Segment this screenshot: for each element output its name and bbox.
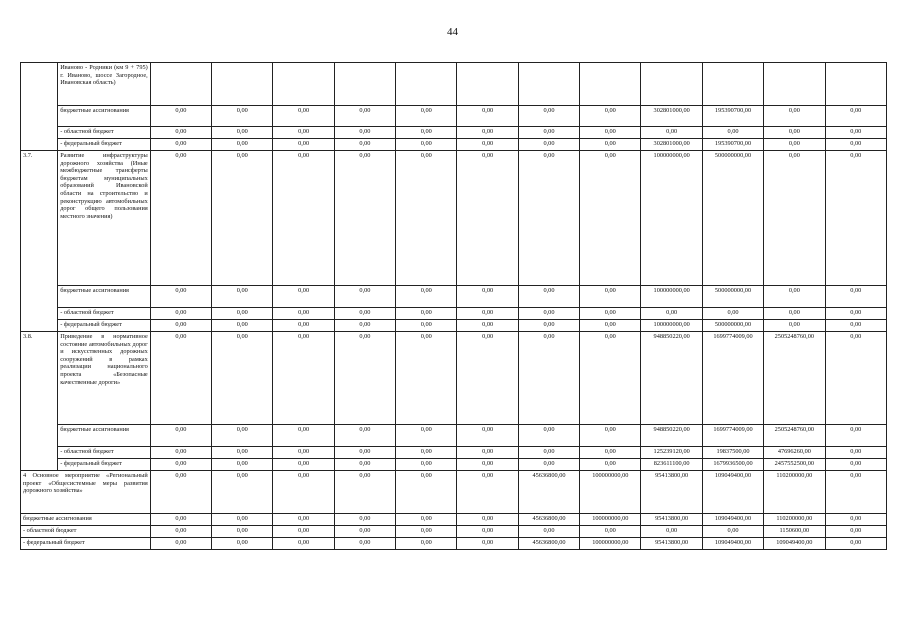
value-cell: 0,00: [457, 320, 518, 332]
value-cell: 0,00: [273, 538, 334, 550]
value-cell: 0,00: [212, 459, 273, 471]
row-label: Приведение в нормативное состояние автомобильных дорог и искусственных дорожных сооружений в рамках реализации национального проекта «Безопасные качественные дороги»: [58, 332, 151, 425]
value-cell: [825, 63, 886, 106]
value-cell: 0,00: [580, 459, 641, 471]
value-cell: 0,00: [212, 471, 273, 514]
value-cell: 0,00: [396, 151, 457, 286]
value-cell: [273, 63, 334, 106]
value-cell: 0,00: [825, 286, 886, 308]
row-label: - федеральный бюджет: [58, 459, 151, 471]
value-cell: 0,00: [150, 139, 211, 151]
value-cell: 0,00: [518, 425, 579, 447]
value-cell: 0,00: [457, 514, 518, 526]
value-cell: 0,00: [273, 286, 334, 308]
value-cell: 0,00: [396, 459, 457, 471]
value-cell: 0,00: [212, 139, 273, 151]
value-cell: 0,00: [273, 127, 334, 139]
value-cell: 0,00: [580, 139, 641, 151]
value-cell: 0,00: [273, 514, 334, 526]
value-cell: 0,00: [518, 320, 579, 332]
value-cell: 0,00: [150, 459, 211, 471]
value-cell: 0,00: [518, 459, 579, 471]
value-cell: 0,00: [580, 447, 641, 459]
page-number: 44: [447, 26, 458, 38]
value-cell: 0,00: [580, 106, 641, 127]
value-cell: 45636800,00: [518, 538, 579, 550]
value-cell: [580, 63, 641, 106]
value-cell: 0,00: [212, 425, 273, 447]
value-cell: 0,00: [396, 526, 457, 538]
value-cell: [702, 63, 763, 106]
value-cell: 0,00: [518, 151, 579, 286]
value-cell: 0,00: [396, 538, 457, 550]
value-cell: 0,00: [273, 425, 334, 447]
value-cell: 0,00: [334, 106, 395, 127]
value-cell: 0,00: [396, 308, 457, 320]
value-cell: 0,00: [212, 447, 273, 459]
value-cell: 0,00: [396, 106, 457, 127]
value-cell: 45636800,00: [518, 471, 579, 514]
value-cell: 0,00: [334, 471, 395, 514]
value-cell: [334, 63, 395, 106]
table-row: [21, 526, 887, 538]
value-cell: 0,00: [580, 332, 641, 425]
row-label: - областной бюджет: [58, 127, 151, 139]
value-cell: 1679936500,00: [702, 459, 763, 471]
value-cell: 0,00: [457, 127, 518, 139]
value-cell: 0,00: [702, 526, 763, 538]
value-cell: 0,00: [396, 471, 457, 514]
value-cell: 0,00: [273, 151, 334, 286]
row-label: Иваново - Родники (км 9 + 795) г. Иваново, шоссе Загородное, Ивановская область): [58, 63, 151, 106]
value-cell: 0,00: [150, 308, 211, 320]
value-cell: [641, 63, 702, 106]
value-cell: 0,00: [825, 106, 886, 127]
value-cell: 0,00: [825, 151, 886, 286]
value-cell: 0,00: [580, 308, 641, 320]
value-cell: 0,00: [518, 286, 579, 308]
value-cell: [457, 63, 518, 106]
value-cell: 2505248760,00: [764, 425, 825, 447]
table-row: [21, 447, 887, 459]
value-cell: 0,00: [150, 286, 211, 308]
value-cell: 0,00: [334, 425, 395, 447]
value-cell: 0,00: [334, 538, 395, 550]
table-row: [21, 538, 887, 550]
value-cell: [212, 63, 273, 106]
value-cell: 0,00: [150, 526, 211, 538]
value-cell: 0,00: [150, 425, 211, 447]
value-cell: 0,00: [580, 127, 641, 139]
row-label: бюджетные ассигнования: [58, 106, 151, 127]
value-cell: 0,00: [580, 425, 641, 447]
value-cell: 0,00: [825, 514, 886, 526]
value-cell: 0,00: [273, 106, 334, 127]
row-label: - областной бюджет: [58, 447, 151, 459]
value-cell: 0,00: [150, 538, 211, 550]
row-label: Развитие инфраструктуры дорожного хозяйства (Иные межбюджетные трансферты бюджетам муниципальных образований Ивановской области на строительство и реконструкцию автомобильных дорог общего пользования местного значения): [58, 151, 151, 286]
row-number: 3.7.: [21, 151, 58, 332]
value-cell: 0,00: [518, 139, 579, 151]
value-cell: 0,00: [518, 447, 579, 459]
row-label: бюджетные ассигнования: [21, 514, 151, 526]
value-cell: 0,00: [150, 471, 211, 514]
value-cell: 195390700,00: [702, 139, 763, 151]
value-cell: 0,00: [825, 127, 886, 139]
value-cell: 100000000,00: [580, 538, 641, 550]
value-cell: 0,00: [150, 151, 211, 286]
value-cell: 0,00: [825, 526, 886, 538]
table-row: [21, 127, 887, 139]
value-cell: 19837500,00: [702, 447, 763, 459]
value-cell: 0,00: [457, 447, 518, 459]
value-cell: 0,00: [518, 526, 579, 538]
row-label: бюджетные ассигнования: [58, 425, 151, 447]
value-cell: 100000000,00: [580, 514, 641, 526]
value-cell: 0,00: [334, 308, 395, 320]
value-cell: 0,00: [457, 425, 518, 447]
value-cell: 100000000,00: [641, 320, 702, 332]
value-cell: 500000000,00: [702, 151, 763, 286]
value-cell: [396, 63, 457, 106]
value-cell: 0,00: [702, 308, 763, 320]
value-cell: 195390700,00: [702, 106, 763, 127]
value-cell: 95413800,00: [641, 538, 702, 550]
table-row: [21, 459, 887, 471]
value-cell: 0,00: [396, 139, 457, 151]
value-cell: 823611100,00: [641, 459, 702, 471]
value-cell: 110200000,00: [764, 471, 825, 514]
value-cell: 0,00: [764, 286, 825, 308]
value-cell: 0,00: [396, 286, 457, 308]
table-row: [21, 471, 887, 514]
value-cell: 0,00: [457, 459, 518, 471]
value-cell: 0,00: [764, 127, 825, 139]
value-cell: 0,00: [764, 320, 825, 332]
value-cell: 0,00: [150, 106, 211, 127]
value-cell: 0,00: [764, 151, 825, 286]
value-cell: 45636800,00: [518, 514, 579, 526]
value-cell: 0,00: [212, 332, 273, 425]
value-cell: 0,00: [396, 127, 457, 139]
value-cell: 0,00: [273, 447, 334, 459]
table-row: [21, 63, 887, 106]
table-row: [21, 286, 887, 308]
row-label: бюджетные ассигнования: [58, 286, 151, 308]
table-row: [21, 332, 887, 425]
value-cell: 0,00: [825, 425, 886, 447]
value-cell: 0,00: [702, 127, 763, 139]
value-cell: 0,00: [273, 320, 334, 332]
value-cell: 0,00: [334, 320, 395, 332]
value-cell: 948850220,00: [641, 425, 702, 447]
value-cell: 0,00: [518, 332, 579, 425]
table-row: [21, 139, 887, 151]
value-cell: 0,00: [212, 151, 273, 286]
value-cell: 0,00: [457, 471, 518, 514]
row-label: - областной бюджет: [58, 308, 151, 320]
value-cell: 0,00: [764, 139, 825, 151]
value-cell: 0,00: [457, 286, 518, 308]
value-cell: 0,00: [212, 127, 273, 139]
value-cell: 500000000,00: [702, 320, 763, 332]
value-cell: 0,00: [825, 139, 886, 151]
value-cell: 302801000,00: [641, 139, 702, 151]
table-row: [21, 320, 887, 332]
value-cell: 0,00: [396, 332, 457, 425]
value-cell: 0,00: [457, 526, 518, 538]
value-cell: 0,00: [825, 320, 886, 332]
table-row: [21, 151, 887, 286]
value-cell: 0,00: [273, 139, 334, 151]
value-cell: 0,00: [334, 127, 395, 139]
value-cell: 0,00: [641, 127, 702, 139]
value-cell: 0,00: [457, 538, 518, 550]
value-cell: 0,00: [334, 286, 395, 308]
value-cell: 0,00: [457, 308, 518, 320]
value-cell: 0,00: [396, 320, 457, 332]
value-cell: 47696260,00: [764, 447, 825, 459]
value-cell: 0,00: [334, 459, 395, 471]
value-cell: 0,00: [212, 538, 273, 550]
value-cell: 0,00: [212, 286, 273, 308]
value-cell: 0,00: [334, 447, 395, 459]
value-cell: 0,00: [641, 526, 702, 538]
value-cell: 0,00: [334, 139, 395, 151]
value-cell: 0,00: [580, 286, 641, 308]
value-cell: 0,00: [150, 514, 211, 526]
value-cell: 0,00: [212, 526, 273, 538]
value-cell: 110200000,00: [764, 514, 825, 526]
value-cell: 100000000,00: [641, 286, 702, 308]
value-cell: 0,00: [150, 320, 211, 332]
value-cell: 0,00: [273, 526, 334, 538]
value-cell: 0,00: [825, 459, 886, 471]
value-cell: 0,00: [825, 447, 886, 459]
value-cell: 0,00: [212, 308, 273, 320]
value-cell: 0,00: [273, 332, 334, 425]
value-cell: 0,00: [212, 320, 273, 332]
value-cell: 0,00: [396, 514, 457, 526]
value-cell: 2457552500,00: [764, 459, 825, 471]
value-cell: 0,00: [334, 526, 395, 538]
value-cell: 125239120,00: [641, 447, 702, 459]
value-cell: 0,00: [334, 514, 395, 526]
value-cell: 0,00: [273, 471, 334, 514]
value-cell: 0,00: [825, 308, 886, 320]
value-cell: 500000000,00: [702, 286, 763, 308]
row-number: [21, 63, 58, 151]
value-cell: 95413800,00: [641, 471, 702, 514]
value-cell: 1699774009,00: [702, 332, 763, 425]
value-cell: [150, 63, 211, 106]
value-cell: 0,00: [396, 425, 457, 447]
value-cell: 0,00: [457, 139, 518, 151]
row-number: 3.8.: [21, 332, 58, 471]
value-cell: 0,00: [150, 127, 211, 139]
table-row: [21, 106, 887, 127]
value-cell: 0,00: [580, 151, 641, 286]
value-cell: 0,00: [518, 127, 579, 139]
value-cell: 0,00: [457, 151, 518, 286]
value-cell: 0,00: [580, 320, 641, 332]
value-cell: 0,00: [764, 106, 825, 127]
value-cell: 0,00: [150, 332, 211, 425]
table-row: [21, 308, 887, 320]
table-row: [21, 514, 887, 526]
value-cell: 109049400,00: [702, 538, 763, 550]
row-label: - федеральный бюджет: [58, 320, 151, 332]
value-cell: 100000000,00: [580, 471, 641, 514]
value-cell: 109049400,00: [764, 538, 825, 550]
value-cell: [764, 63, 825, 106]
value-cell: 109049400,00: [702, 471, 763, 514]
value-cell: [518, 63, 579, 106]
value-cell: 0,00: [518, 106, 579, 127]
row-label: 4 Основное мероприятие «Региональный проект «Общесистемные меры развития дорожного хозяйства»: [21, 471, 151, 514]
value-cell: 0,00: [457, 332, 518, 425]
table-row: [21, 425, 887, 447]
value-cell: 0,00: [273, 459, 334, 471]
value-cell: 948850220,00: [641, 332, 702, 425]
value-cell: 0,00: [825, 332, 886, 425]
value-cell: 0,00: [457, 106, 518, 127]
value-cell: 1699774009,00: [702, 425, 763, 447]
value-cell: 0,00: [641, 308, 702, 320]
value-cell: 0,00: [334, 332, 395, 425]
value-cell: 109049400,00: [702, 514, 763, 526]
value-cell: 0,00: [396, 447, 457, 459]
row-label: - федеральный бюджет: [21, 538, 151, 550]
value-cell: 302801000,00: [641, 106, 702, 127]
value-cell: 0,00: [334, 151, 395, 286]
row-label: - федеральный бюджет: [58, 139, 151, 151]
row-label: - областной бюджет: [21, 526, 151, 538]
value-cell: 100000000,00: [641, 151, 702, 286]
value-cell: 0,00: [212, 514, 273, 526]
value-cell: 0,00: [518, 308, 579, 320]
value-cell: 0,00: [150, 447, 211, 459]
value-cell: 1150600,00: [764, 526, 825, 538]
value-cell: 0,00: [580, 526, 641, 538]
value-cell: 0,00: [825, 538, 886, 550]
value-cell: 0,00: [825, 471, 886, 514]
value-cell: 95413800,00: [641, 514, 702, 526]
budget-table: [20, 62, 887, 550]
value-cell: 0,00: [212, 106, 273, 127]
value-cell: 0,00: [273, 308, 334, 320]
value-cell: 0,00: [764, 308, 825, 320]
value-cell: 2505248760,00: [764, 332, 825, 425]
